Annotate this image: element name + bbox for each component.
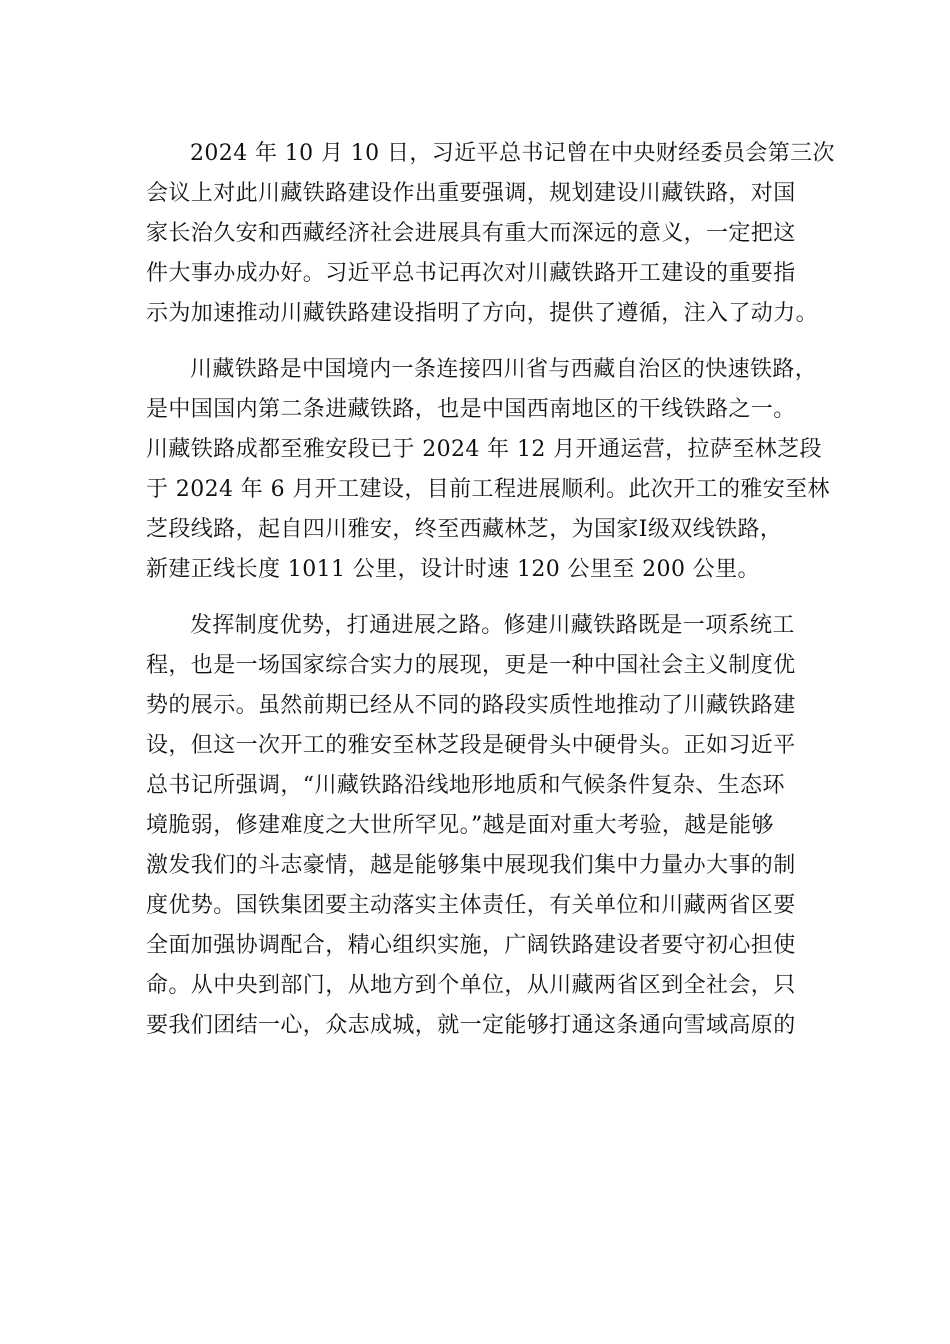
text-line: 度优势。国铁集团要主动落实主体责任，有关单位和川藏两省区要: [146, 893, 796, 918]
text-line: 家长治久安和西藏经济社会进展具有重大而深远的意义，一定把这: [146, 221, 796, 246]
text-line: 激发我们的斗志豪情，越是能够集中展现我们集中力量办大事的制: [146, 853, 796, 878]
text-line: 是中国国内第二条进藏铁路，也是中国西南地区的干线铁路之一。: [146, 397, 796, 422]
text-line: 件大事办成办好。习近平总书记再次对川藏铁路开工建设的重要指: [146, 261, 796, 286]
text-line: 设，但这一次开工的雅安至林芝段是硬骨头中硬骨头。正如习近平: [146, 733, 796, 758]
paragraph-2: [146, 350, 830, 590]
text-line: 境脆弱，修建难度之大世所罕见。”越是面对重大考验，越是能够: [146, 813, 774, 838]
paragraph-1: [146, 134, 835, 334]
text-line: 2024 年 10 月 10 日，习近平总书记曾在中央财经委员会第三次: [190, 141, 835, 166]
text-line: 川藏铁路是中国境内一条连接四川省与西藏自治区的快速铁路，: [190, 357, 818, 382]
text-line: 总书记所强调，“川藏铁路沿线地形地质和气候条件复杂、生态环: [146, 773, 785, 798]
paragraph-3: [146, 606, 830, 1046]
text-line: 要我们团结一心，众志成城，就一定能够打通这条通向雪域高原的: [146, 1013, 796, 1038]
text-line: 川藏铁路成都至雅安段已于 2024 年 12 月开通运营，拉萨至林芝段: [146, 437, 822, 462]
text-line: 命。从中央到部门，从地方到个单位，从川藏两省区到全社会，只: [146, 973, 796, 998]
text-line: 芝段线路，起自四川雅安，终至西藏林芝，为国家Ⅰ级双线铁路，: [146, 517, 783, 542]
text-line: 程，也是一场国家综合实力的展现，更是一种中国社会主义制度优: [146, 653, 796, 678]
text-line: 全面加强协调配合，精心组织实施，广阔铁路建设者要守初心担使: [146, 933, 796, 958]
text-line: 新建正线长度 1011 公里，设计时速 120 公里至 200 公里。: [146, 557, 760, 582]
text-line: 会议上对此川藏铁路建设作出重要强调，规划建设川藏铁路，对国: [146, 181, 796, 206]
document-body: [146, 134, 835, 1046]
text-line: 势的展示。虽然前期已经从不同的路段实质性地推动了川藏铁路建: [146, 693, 796, 718]
text-line: 示为加速推动川藏铁路建设指明了方向，提供了遵循，注入了动力。: [146, 301, 819, 326]
text-line: 于 2024 年 6 月开工建设，目前工程进展顺利。此次开工的雅安至林: [146, 477, 830, 502]
text-line: 发挥制度优势，打通进展之路。修建川藏铁路既是一项系统工: [190, 613, 795, 638]
